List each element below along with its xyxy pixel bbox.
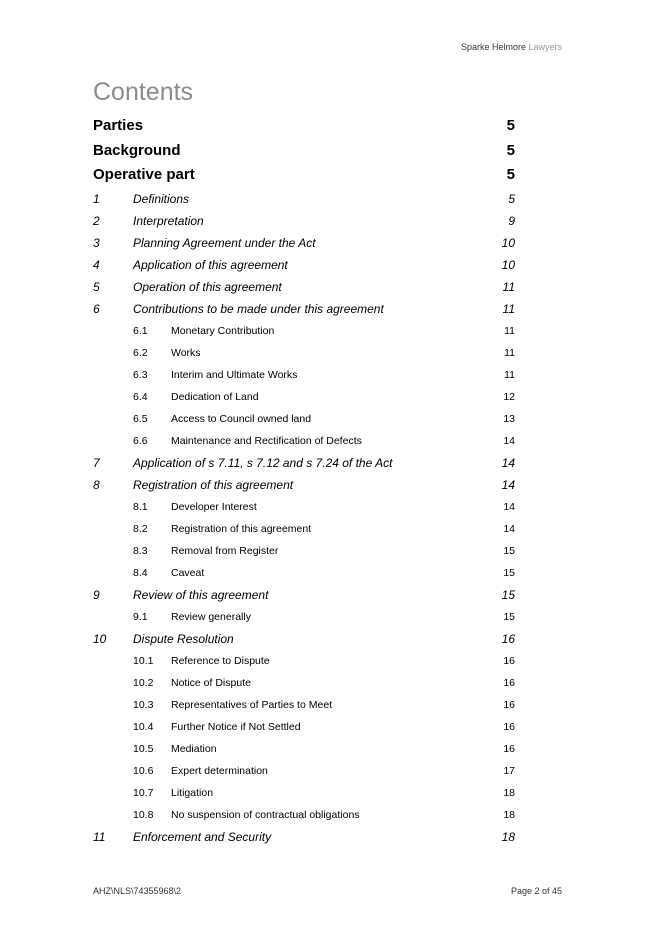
toc-entry-page: 5 xyxy=(506,166,515,183)
toc-entry[interactable] xyxy=(93,804,517,826)
toc-entry-number: 10.5 xyxy=(133,742,154,755)
toc-entry-number: 6 xyxy=(93,301,100,316)
toc-entry-label: Interpretation xyxy=(133,213,204,228)
toc-entry-number: 1 xyxy=(93,191,100,206)
toc-entry-label: Monetary Contribution xyxy=(171,324,275,337)
toc-entry[interactable] xyxy=(93,232,517,254)
toc-entry-page: 12 xyxy=(503,390,515,403)
toc-entry-label: Notice of Dispute xyxy=(171,676,251,689)
toc-entry[interactable] xyxy=(93,210,517,232)
toc-entry-label: Review of this agreement xyxy=(133,587,269,602)
toc-entry[interactable] xyxy=(93,320,517,342)
toc-entry-label: Maintenance and Rectification of Defects xyxy=(171,434,362,447)
toc-entry-page: 16 xyxy=(501,631,515,646)
toc-entry-page: 14 xyxy=(503,500,515,513)
toc-entry-label: Further Notice if Not Settled xyxy=(171,720,301,733)
toc-entry-label: Mediation xyxy=(171,742,217,755)
toc-entry-page: 5 xyxy=(506,141,515,159)
toc-entry-page: 5 xyxy=(508,191,515,206)
toc-entry-label: Registration of this agreement xyxy=(171,522,312,535)
toc-entry[interactable] xyxy=(93,826,517,848)
toc-entry[interactable] xyxy=(93,650,517,672)
toc-entry[interactable] xyxy=(93,694,517,716)
toc-entry-label: Review generally xyxy=(171,610,251,623)
toc-entry[interactable] xyxy=(93,298,517,320)
toc-entry-page: 14 xyxy=(503,522,515,535)
toc-entry[interactable] xyxy=(93,738,517,760)
toc-entry-page: 17 xyxy=(503,764,515,777)
toc-entry[interactable] xyxy=(93,254,517,276)
toc-entry-page: 16 xyxy=(503,676,515,689)
toc-entry-label: Developer Interest xyxy=(171,500,257,513)
toc-entry-label: Background xyxy=(93,141,181,159)
toc-entry[interactable] xyxy=(93,540,517,562)
toc-entry[interactable] xyxy=(93,452,517,474)
toc-entry-label: Dispute Resolution xyxy=(133,631,234,646)
document-reference: AHZ\NLS\74355968\2 xyxy=(93,886,182,896)
toc-entry-label: Parties xyxy=(93,117,144,134)
toc-entry-number: 8.1 xyxy=(133,500,148,513)
toc-entry-page: 11 xyxy=(504,324,515,337)
toc-entry-page: 16 xyxy=(503,742,515,755)
toc-entry-number: 9 xyxy=(93,587,100,602)
toc-entry-page: 11 xyxy=(504,346,515,359)
toc-entry-number: 10.3 xyxy=(133,698,154,711)
toc-entry-label: Definitions xyxy=(133,191,190,206)
toc-entry[interactable] xyxy=(93,518,517,540)
toc-entry-number: 10.4 xyxy=(133,720,154,733)
toc-entry-number: 3 xyxy=(93,235,100,250)
toc-entry-page: 18 xyxy=(501,829,515,844)
toc-entry[interactable] xyxy=(93,760,517,782)
toc-entry[interactable] xyxy=(93,163,517,188)
toc-entry-number: 10.2 xyxy=(133,676,154,689)
toc-entry-label: Application of this agreement xyxy=(133,257,288,272)
toc-entry-page: 18 xyxy=(503,786,515,799)
toc-entry-number: 9.1 xyxy=(133,610,148,623)
page-number: Page 2 of 45 xyxy=(510,886,562,896)
toc-entry[interactable] xyxy=(93,188,517,210)
toc-entry-label: Access to Council owned land xyxy=(171,412,312,425)
toc-entry[interactable] xyxy=(93,342,517,364)
toc-entry[interactable] xyxy=(93,496,517,518)
toc-entry-number: 6.3 xyxy=(133,368,148,381)
toc-entry[interactable] xyxy=(93,672,517,694)
toc-entry-page: 16 xyxy=(503,720,515,733)
toc-entry[interactable] xyxy=(93,584,517,606)
toc-entry[interactable] xyxy=(93,276,517,298)
toc-entry-number: 8.2 xyxy=(133,522,148,535)
toc-entry-number: 8.4 xyxy=(133,566,148,579)
toc-entry[interactable] xyxy=(93,430,517,452)
toc-entry-number: 7 xyxy=(93,455,100,470)
toc-entry-page: 5 xyxy=(506,117,515,134)
firm-subtitle: Lawyers xyxy=(528,42,562,52)
toc-entry-number: 6.1 xyxy=(133,324,148,337)
toc-entry-number: 10.8 xyxy=(133,808,154,821)
toc-entry-page: 14 xyxy=(501,477,515,492)
toc-entry-number: 6.2 xyxy=(133,346,148,359)
toc-entry[interactable] xyxy=(93,716,517,738)
toc-entry-page: 16 xyxy=(503,654,515,667)
toc-entry-label: Works xyxy=(171,346,201,359)
toc-entry-label: Enforcement and Security xyxy=(133,829,272,844)
toc-entry-label: Operative part xyxy=(93,166,195,183)
toc-entry[interactable] xyxy=(93,562,517,584)
toc-entry-number: 4 xyxy=(93,257,100,272)
toc-entry-number: 6.5 xyxy=(133,412,148,425)
toc-entry-page: 11 xyxy=(502,279,515,294)
toc-entry-number: 6.6 xyxy=(133,434,148,447)
toc-entry-label: Operation of this agreement xyxy=(133,279,282,294)
toc-entry-page: 15 xyxy=(503,610,515,623)
toc-entry[interactable] xyxy=(93,364,517,386)
toc-entry-number: 11 xyxy=(93,829,106,844)
toc-entry-page: 10 xyxy=(501,257,515,272)
toc-entry-page: 13 xyxy=(503,412,515,425)
toc-entry-label: Representatives of Parties to Meet xyxy=(171,698,333,711)
firm-header xyxy=(461,42,562,52)
toc-entry-number: 5 xyxy=(93,279,100,294)
toc-entry[interactable] xyxy=(93,114,517,139)
toc-entry[interactable] xyxy=(93,139,517,164)
table-of-contents xyxy=(93,114,517,848)
toc-entry-page: 11 xyxy=(504,368,515,381)
toc-entry-page: 16 xyxy=(503,698,515,711)
toc-entry-page: 15 xyxy=(503,544,515,557)
toc-entry-label: Planning Agreement under the Act xyxy=(133,235,316,250)
toc-entry-page: 9 xyxy=(508,213,515,228)
toc-entry-page: 18 xyxy=(503,808,515,821)
toc-entry[interactable] xyxy=(93,386,517,408)
toc-entry-page: 11 xyxy=(502,301,515,316)
toc-entry-number: 8 xyxy=(93,477,100,492)
toc-entry-label: Reference to Dispute xyxy=(171,654,270,667)
toc-entry-page: 15 xyxy=(503,566,515,579)
toc-entry-number: 6.4 xyxy=(133,390,148,403)
toc-entry-page: 14 xyxy=(503,434,515,447)
toc-entry-label: Litigation xyxy=(171,786,214,799)
toc-entry[interactable] xyxy=(93,606,517,628)
toc-entry-label: Removal from Register xyxy=(171,544,279,557)
toc-entry[interactable] xyxy=(93,628,517,650)
page-title: Contents xyxy=(93,78,194,106)
firm-name: Sparke Helmore xyxy=(460,42,526,52)
toc-entry-number: 10 xyxy=(93,631,107,646)
toc-entry-label: Expert determination xyxy=(171,764,268,777)
toc-entry-number: 10.6 xyxy=(133,764,154,777)
toc-entry-label: No suspension of contractual obligations xyxy=(171,808,360,821)
toc-entry-number: 10.7 xyxy=(133,786,154,799)
toc-entry[interactable] xyxy=(93,474,517,496)
toc-entry-page: 15 xyxy=(501,587,515,602)
toc-entry-page: 10 xyxy=(501,235,515,250)
toc-entry-page: 14 xyxy=(501,455,515,470)
toc-entry-number: 8.3 xyxy=(133,544,148,557)
toc-entry-label: Application of s 7.11, s 7.12 and s 7.24 of the Act xyxy=(133,455,393,470)
toc-entry-number: 2 xyxy=(93,213,100,228)
toc-entry[interactable] xyxy=(93,782,517,804)
toc-entry[interactable] xyxy=(93,408,517,430)
toc-entry-label: Dedication of Land xyxy=(171,390,259,403)
toc-entry-label: Caveat xyxy=(171,566,205,579)
toc-entry-label: Registration of this agreement xyxy=(133,477,294,492)
toc-entry-number: 10.1 xyxy=(133,654,154,667)
toc-entry-label: Interim and Ultimate Works xyxy=(171,368,298,381)
toc-entry-label: Contributions to be made under this agreement xyxy=(133,301,384,316)
